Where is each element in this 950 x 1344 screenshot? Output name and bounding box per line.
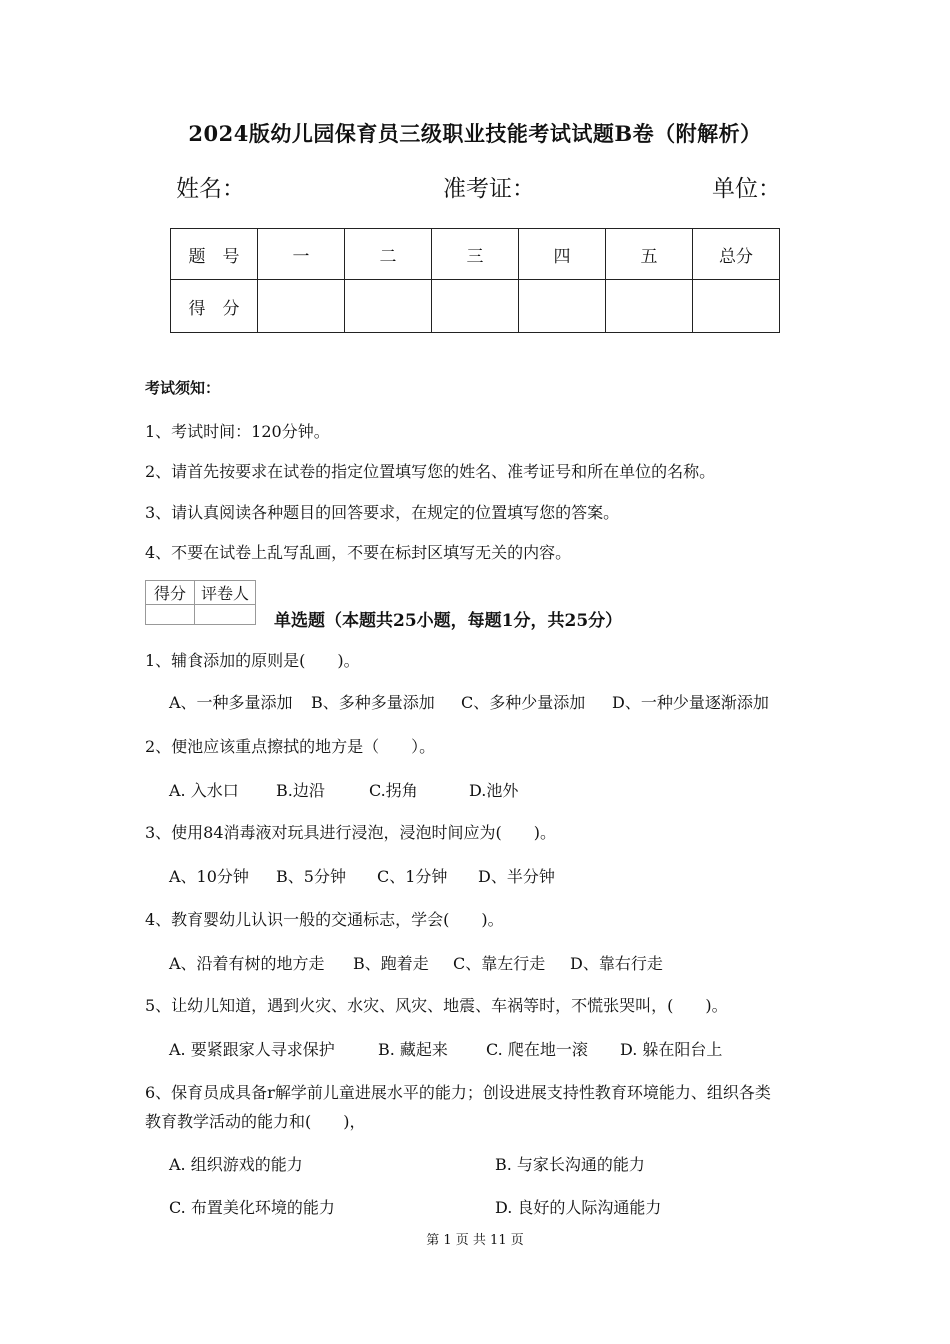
score-header-cell: 一 <box>258 229 345 280</box>
grader-reviewer-label: 评卷人 <box>195 581 256 605</box>
section-title: 单选题（本题共25小题，每题1分，共25分） <box>274 611 623 631</box>
answer-option: D、半分钟 <box>478 867 555 886</box>
score-header-cell: 三 <box>432 229 519 280</box>
answer-option: D、一种少量逐渐添加 <box>612 693 769 712</box>
page-title: 2024版幼儿园保育员三级职业技能考试试题B卷（附解析） <box>188 121 762 146</box>
answer-option: C. 布置美化环境的能力 <box>169 1198 335 1217</box>
score-header-cell: 五 <box>606 229 693 280</box>
score-table <box>170 228 780 333</box>
grader-box <box>145 580 256 625</box>
answer-option: C、多种少量添加 <box>461 693 586 712</box>
notice-title: 考试须知： <box>145 379 221 397</box>
answer-option: D.池外 <box>469 781 519 800</box>
answer-option: D、靠右行走 <box>570 954 663 973</box>
score-header-cell: 题 号 <box>171 229 258 280</box>
question-stem-continued: 教育教学活动的能力和( )， <box>145 1112 366 1131</box>
score-header-cell: 二 <box>345 229 432 280</box>
question-stem: 5、让幼儿知道，遇到火灾、水灾、风灾、地震、车祸等时，不慌张哭叫，( )。 <box>145 996 728 1015</box>
name-field-label: 姓名： <box>176 176 245 202</box>
page-footer: 第 1 页 共 11 页 <box>426 1233 524 1248</box>
score-header-cell: 四 <box>519 229 606 280</box>
score-cell[interactable] <box>606 280 693 333</box>
answer-option: D. 躲在阳台上 <box>620 1040 723 1059</box>
exam-number-field-label: 准考证： <box>443 176 535 202</box>
answer-option: C、靠左行走 <box>453 954 546 973</box>
score-cell[interactable] <box>258 280 345 333</box>
answer-option: C、1分钟 <box>377 867 448 886</box>
score-row-label: 得 分 <box>171 280 258 333</box>
question-stem: 1、辅食添加的原则是( )。 <box>145 651 360 670</box>
answer-option: C.拐角 <box>369 781 418 800</box>
score-table-header-row <box>171 229 780 280</box>
question-stem: 6、保育员成具备r解学前儿童进展水平的能力；创设进展支持性教育环境能力、组织各类 <box>145 1083 771 1102</box>
grader-reviewer-cell[interactable] <box>195 605 256 625</box>
question-stem: 4、教育婴幼儿认识一般的交通标志，学会( )。 <box>145 910 504 929</box>
answer-option: C. 爬在地一滚 <box>486 1040 588 1059</box>
score-cell[interactable] <box>432 280 519 333</box>
answer-option: A. 入水口 <box>169 781 239 800</box>
notice-item: 3、请认真阅读各种题目的回答要求，在规定的位置填写您的答案。 <box>145 503 620 522</box>
score-table-score-row <box>171 280 780 333</box>
grader-score-cell[interactable] <box>146 605 195 625</box>
answer-option: A、10分钟 <box>169 867 249 886</box>
answer-option: B、5分钟 <box>276 867 346 886</box>
score-cell[interactable] <box>345 280 432 333</box>
answer-option: B、跑着走 <box>353 954 429 973</box>
question-stem: 2、便池应该重点擦拭的地方是（ ）。 <box>145 737 436 756</box>
answer-option: A. 要紧跟家人寻求保护 <box>169 1040 335 1059</box>
answer-option: A、一种多量添加 <box>169 693 293 712</box>
score-header-cell: 总分 <box>693 229 780 280</box>
notice-item: 1、考试时间：120分钟。 <box>145 422 330 441</box>
answer-option: B. 与家长沟通的能力 <box>495 1155 645 1174</box>
question-stem: 3、使用84消毒液对玩具进行浸泡，浸泡时间应为( )。 <box>145 823 557 842</box>
notice-item: 2、请首先按要求在试卷的指定位置填写您的姓名、准考证号和所在单位的名称。 <box>145 462 716 481</box>
answer-option: D. 良好的人际沟通能力 <box>495 1198 662 1217</box>
unit-field-label: 单位： <box>712 176 781 202</box>
answer-option: A. 组织游戏的能力 <box>169 1155 303 1174</box>
answer-option: B.边沿 <box>276 781 325 800</box>
answer-option: B. 藏起来 <box>378 1040 448 1059</box>
score-cell[interactable] <box>693 280 780 333</box>
answer-option: B、多种多量添加 <box>311 693 435 712</box>
notice-item: 4、不要在试卷上乱写乱画，不要在标封区填写无关的内容。 <box>145 543 572 562</box>
score-cell[interactable] <box>519 280 606 333</box>
answer-option: A、沿着有树的地方走 <box>169 954 325 973</box>
grader-score-label: 得分 <box>146 581 195 605</box>
